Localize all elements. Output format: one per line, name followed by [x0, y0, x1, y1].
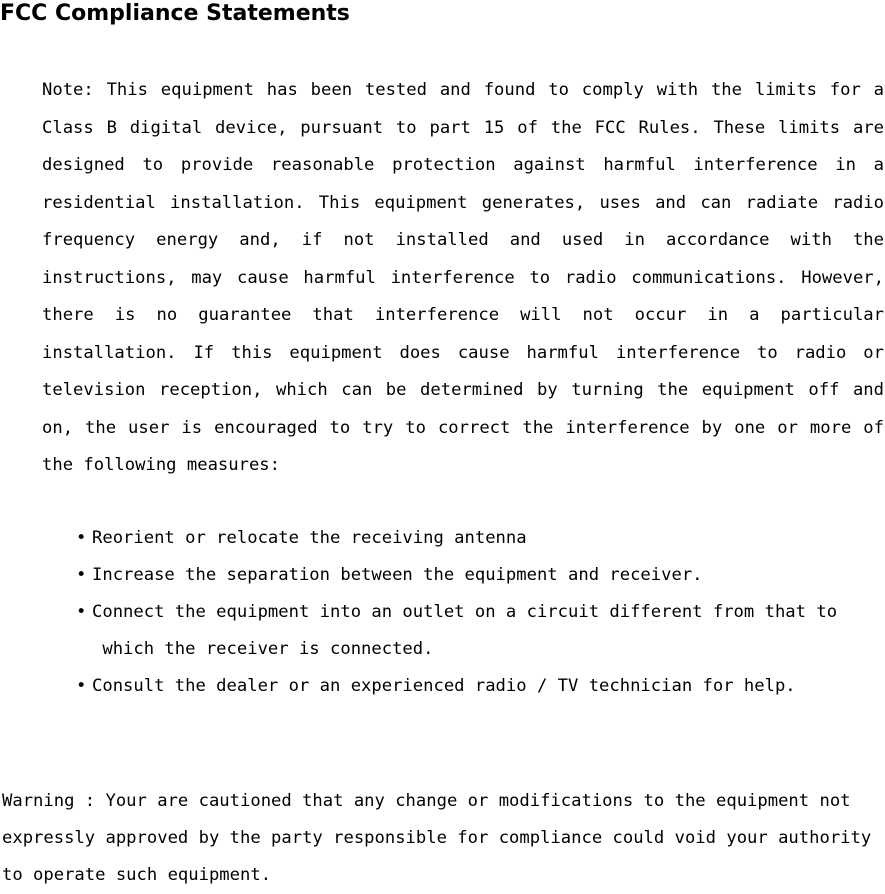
measure-text: Reorient or relocate the receiving antenna: [92, 528, 527, 548]
measure-text: Increase the separation between the equipment and receiver.: [92, 565, 703, 585]
fcc-note-paragraph: Note: This equipment has been tested and found to comply with the limits for a Class B digital device, pursuant to part 15 of the FCC Rules. These limits are designed to provide reasonable protection against harmful interference in a residential installation. This equipment generates, uses and can radiate radio frequency energy and, if not installed and used in accordance with the instructions, may cause harmful interference to radio communications. However, there is no guarantee that interference will not occur in a particular installation. If this equipment does cause harmful interference to radio or television reception, which can be determined by turning the equipment off and on, the user is encouraged to try to correct the interference by one or more of the following measures:: [42, 80, 884, 475]
bullet-icon: •: [76, 565, 87, 585]
bullet-icon: •: [76, 602, 87, 622]
list-item: [76, 520, 837, 557]
measure-text: Consult the dealer or an experienced radio / TV technician for help.: [92, 676, 796, 696]
list-item: [76, 557, 837, 594]
list-item: [76, 594, 837, 668]
bullet-icon: •: [76, 528, 87, 548]
measures-list: [76, 520, 837, 705]
page-title: FCC Compliance Statements: [0, 1, 350, 26]
measure-text: Connect the equipment into an outlet on a circuit different from that to which the receiver is connected.: [92, 602, 838, 659]
warning-paragraph: Warning : Your are cautioned that any change or modifications to the equipment not expressly approved by the party responsible for compliance could void your authority to operate such equipment.: [2, 791, 872, 885]
list-item: [76, 668, 837, 705]
bullet-icon: •: [76, 676, 87, 696]
